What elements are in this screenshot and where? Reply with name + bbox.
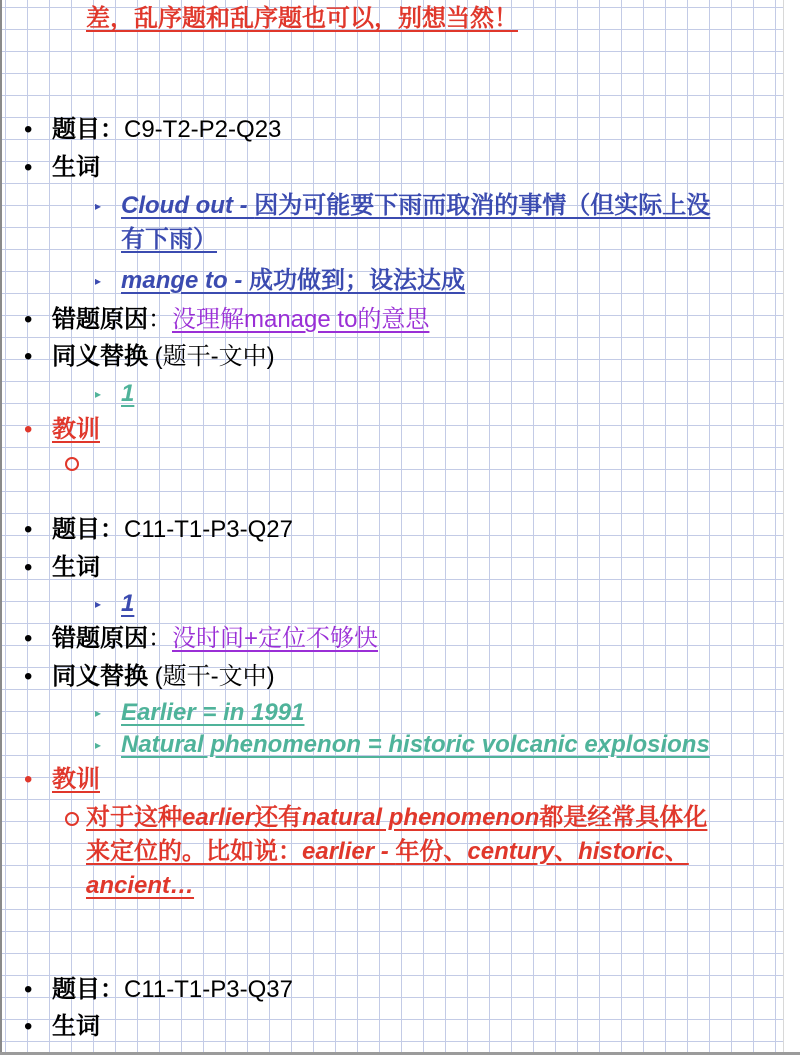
vertical-scrollbar[interactable]	[783, 0, 800, 1055]
q2-lesson-line2-d: century	[467, 838, 555, 865]
q2-lesson-p5: 都是经常具体化	[539, 804, 708, 831]
q3-title	[52, 975, 293, 1005]
q2-lesson-line2-c: 年份、	[395, 838, 468, 865]
bullet-icon: •	[24, 663, 33, 690]
bullet-icon: •	[24, 343, 33, 370]
bullet-icon: •	[24, 1013, 33, 1040]
q3-title-value: C11-T1-P3-Q37	[124, 976, 293, 1003]
triangle-bullet-icon: ▸	[95, 387, 102, 401]
bullet-icon: •	[24, 976, 33, 1003]
q2-lesson-line2-a: 来定位的。比如说：	[86, 838, 302, 865]
q2-synonym-1: Earlier = in 1991	[121, 699, 305, 726]
q3-vocab-label: 生词	[52, 1013, 100, 1040]
top-note: 差，乱序题和乱序题也可以，别想当然！	[86, 5, 518, 32]
q2-lesson-line2-g: 、	[664, 838, 689, 865]
triangle-bullet-icon: ▸	[95, 738, 102, 752]
q2-title	[52, 515, 293, 545]
q1-error	[52, 305, 429, 335]
q3-title-label: 题目：	[52, 976, 124, 1003]
bullet-icon: •	[24, 116, 33, 143]
q2-lesson-text	[86, 801, 781, 903]
q1-error-label: 错题原因	[52, 306, 148, 333]
q2-lesson-p2: earlier	[182, 804, 255, 831]
q2-synonym-label: 同义替换	[52, 663, 148, 690]
q2-error	[52, 624, 378, 654]
q1-error-value: 没理解manage to的意思	[172, 306, 430, 333]
bullet-icon: •	[24, 306, 33, 333]
q2-lesson-line2-f: historic	[578, 838, 665, 865]
triangle-bullet-icon: ▸	[95, 274, 102, 288]
q2-vocab-1: 1	[121, 590, 135, 617]
q2-synonym-suffix: (题干-文中)	[148, 663, 275, 690]
q2-lesson-p4: natural phenomenon	[302, 804, 540, 831]
q1-error-colon: ：	[148, 306, 172, 333]
q2-lesson-line2-e: 、	[554, 838, 579, 865]
q1-title-value: C9-T2-P2-Q23	[124, 116, 282, 143]
q2-title-label: 题目：	[52, 516, 124, 543]
triangle-bullet-icon: ▸	[95, 706, 102, 720]
q1-synonym-suffix: (题干-文中)	[148, 343, 275, 370]
q1-synonym-1: 1	[121, 380, 135, 407]
q2-error-label: 错题原因	[52, 625, 148, 652]
circle-bullet-icon	[65, 457, 79, 471]
q1-title	[52, 115, 281, 145]
q1-synonym	[52, 342, 275, 372]
bullet-icon: •	[24, 554, 33, 581]
q1-lesson-label: 教训	[52, 416, 100, 443]
q2-lesson-p1: 对于这种	[86, 804, 182, 831]
q2-error-colon: ：	[148, 625, 172, 652]
bullet-icon: •	[24, 625, 33, 652]
bullet-icon: •	[24, 766, 33, 793]
triangle-bullet-icon: ▸	[95, 597, 102, 611]
q2-lesson-p3: 还有	[254, 804, 303, 831]
q2-vocab-label: 生词	[52, 554, 100, 581]
q1-vocab-1-term: Cloud out -	[121, 192, 255, 219]
q1-vocab-label: 生词	[52, 154, 100, 181]
triangle-bullet-icon: ▸	[95, 199, 102, 213]
q2-title-value: C11-T1-P3-Q27	[124, 516, 293, 543]
q2-lesson-label: 教训	[52, 766, 100, 793]
q2-error-value: 没时间+定位不够快	[172, 625, 379, 652]
bullet-icon: •	[24, 416, 33, 443]
q2-lesson-line2-b: earlier -	[302, 838, 396, 865]
q1-vocab-item-2	[121, 266, 465, 296]
q2-synonym	[52, 662, 275, 692]
q2-synonym-2: Natural phenomenon = historic volcanic explosions	[121, 731, 710, 758]
q1-synonym-label: 同义替换	[52, 343, 148, 370]
q1-vocab-2-term: mange to -	[121, 267, 250, 294]
q1-vocab-2-meaning: 成功做到；设法达成	[249, 267, 466, 294]
q1-vocab-item-1	[121, 189, 781, 257]
circle-bullet-icon	[65, 812, 79, 826]
bullet-icon: •	[24, 516, 33, 543]
bullet-icon: •	[24, 154, 33, 181]
q2-lesson-line3: ancient…	[86, 872, 195, 899]
q1-vocab-1-meaning-line1: 因为可能要下雨而取消的事情（但实际上没	[254, 192, 711, 219]
q1-title-label: 题目：	[52, 116, 124, 143]
q1-vocab-1-meaning-line2: 有下雨）	[121, 226, 217, 253]
